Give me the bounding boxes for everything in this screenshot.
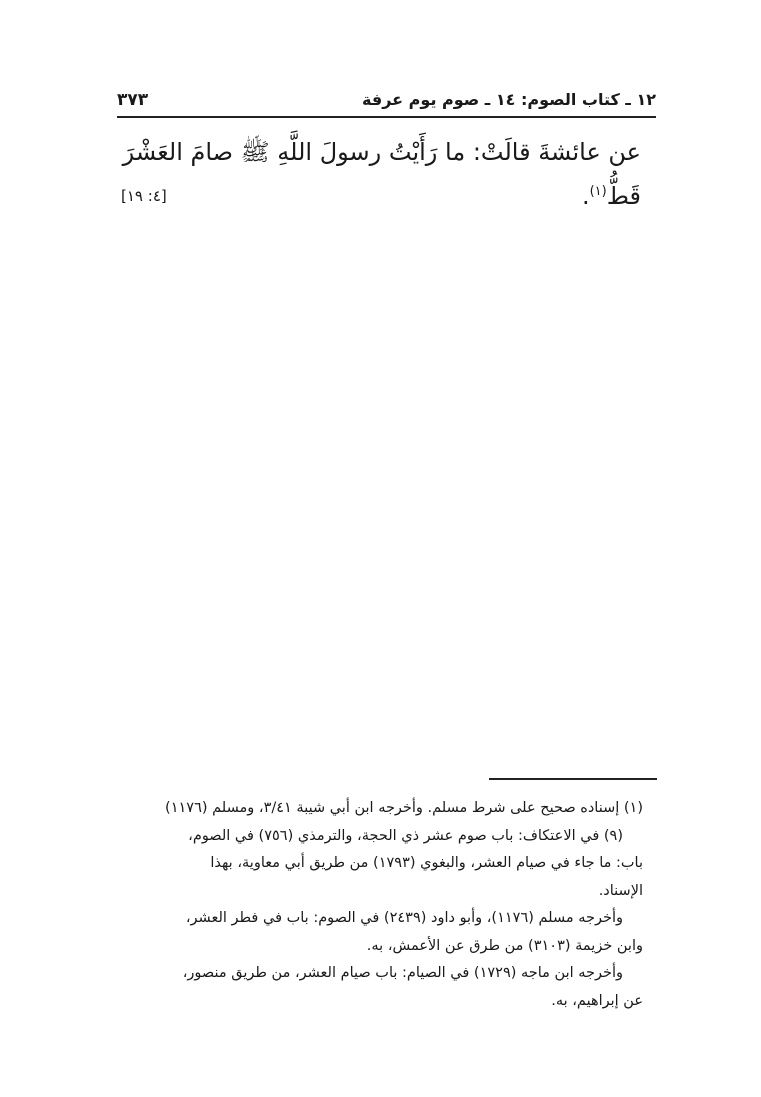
- footnote-line: وأخرجه ابن ماجه (١٧٢٩) في الصيام: باب صيام العشر، من طريق منصور،: [182, 965, 623, 981]
- hadith-text: [121, 132, 641, 212]
- chapter-title: ١٢ ـ كتاب الصوم: ١٤ ـ صوم يوم عرفة: [362, 90, 656, 109]
- footnote-line: عن إبراهيم، به.: [551, 992, 643, 1009]
- footnote-separator: [489, 778, 657, 780]
- footnote-line: (١) إسناده صحيح على شرط مسلم. وأخرجه ابن أبي شيبة ٣/٤١، ومسلم (١١٧٦): [165, 800, 643, 816]
- footnote-line: وابن خزيمة (٣١٠٣) من طرق عن الأعمش، به.: [366, 937, 643, 954]
- hadith-line-2-text: [582, 172, 641, 216]
- header-rule: [117, 116, 656, 118]
- footnote-line: وأخرجه مسلم (١١٧٦)، وأبو داود (٢٤٣٩) في الصوم: باب في فطر العشر،: [185, 910, 623, 926]
- footnote-line: الإسناد.: [598, 882, 643, 899]
- hadith-reference: [٤: ١٩]: [121, 187, 167, 205]
- footnote-marker[interactable]: (١): [589, 184, 607, 199]
- page-number: ٣٧٣: [117, 90, 149, 110]
- footnote-line: (٩) في الاعتكاف: باب صوم عشر ذي الحجة، والترمذي (٧٥٦) في الصوم،: [188, 827, 623, 844]
- running-header: [117, 88, 656, 114]
- hadith-line-2: [121, 172, 641, 212]
- hadith-period: .: [581, 182, 590, 210]
- hadith-final-word: قَطُّ: [606, 182, 641, 210]
- footnotes: [115, 795, 643, 1015]
- footnote-line: باب: ما جاء في صيام العشر، والبغوي (١٧٩٣) من طريق أبي معاوية، بهذا: [210, 855, 643, 871]
- hadith-line-1: عن عائشةَ قالَتْ: ما رَأَيْتُ رسولَ اللَّهِ ﷺ صامَ العَشْرَ: [122, 138, 641, 166]
